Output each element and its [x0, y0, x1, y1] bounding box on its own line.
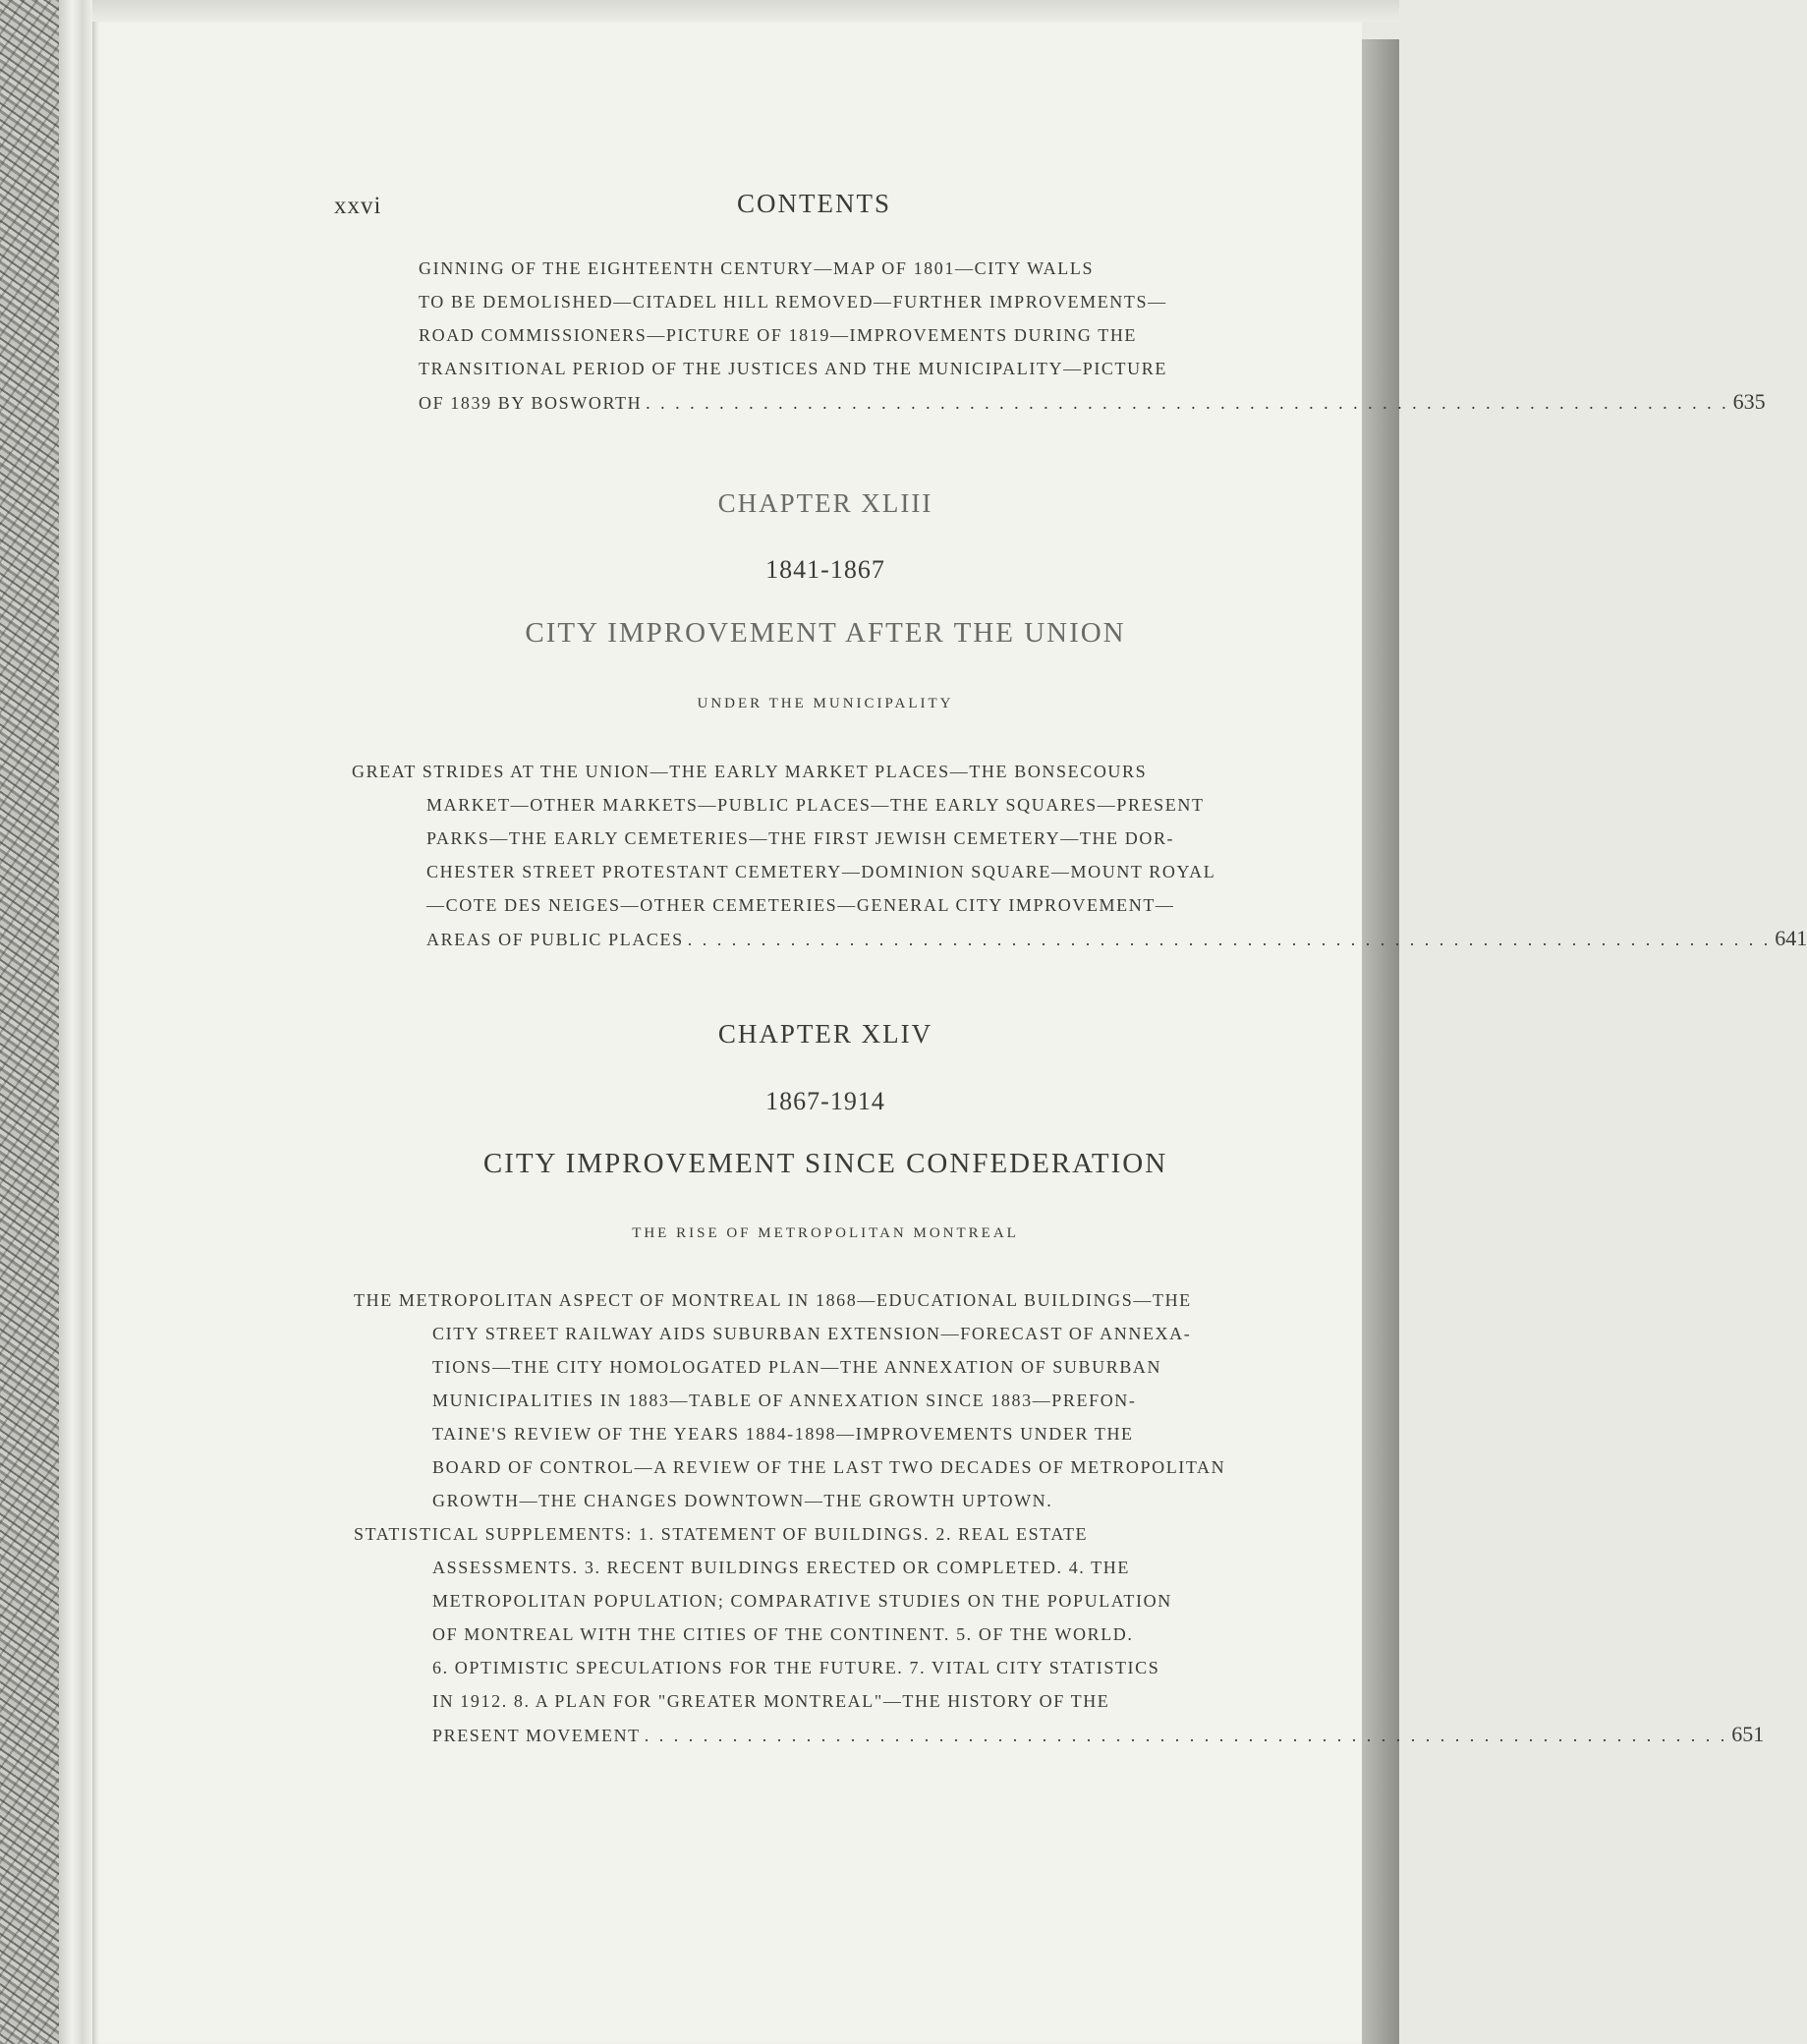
chapter-subtitle: UNDER THE MUNICIPALITY: [697, 696, 954, 711]
entry-line: GINNING OF THE EIGHTEENTH CENTURY—MAP OF 1801—CITY WALLS: [419, 258, 1095, 278]
entry-page-number: 651: [1731, 1722, 1765, 1746]
entry-page-number: 635: [1732, 389, 1766, 414]
leader-dots: . . . . . . . . . . . . . . . . . . . . . . . . . . . . . . . . . . . . . . . . . . . . . . . . . . . . . . . . . . . . . . . . . . . . . . . . . .: [644, 1726, 1728, 1745]
page-gutter-shadow: [59, 0, 92, 2044]
entry-line: MUNICIPALITIES IN 1883—TABLE OF ANNEXATION SINCE 1883—PREFON-: [432, 1391, 1137, 1410]
supplement-line: STATISTICAL SUPPLEMENTS: 1. STATEMENT OF BUILDINGS. 2. REAL ESTATE: [354, 1524, 1089, 1544]
entry-line: GROWTH—THE CHANGES DOWNTOWN—THE GROWTH UPTOWN.: [432, 1491, 1053, 1510]
entry-last-line: [352, 922, 1807, 956]
toc-entry-continuation: [419, 252, 1766, 420]
toc-entry-chapter-xliii: [352, 755, 1807, 956]
leader-dots: . . . . . . . . . . . . . . . . . . . . . . . . . . . . . . . . . . . . . . . . . . . . . . . . . . . . . . . . . . . . . . . . . . . . . . . . . .: [646, 393, 1729, 413]
entry-line: THE METROPOLITAN ASPECT OF MONTREAL IN 1868—EDUCATIONAL BUILDINGS—THE: [354, 1290, 1192, 1310]
page-number: xxvi: [334, 193, 382, 219]
supplement-line: OF MONTREAL WITH THE CITIES OF THE CONTINENT. 5. OF THE WORLD.: [432, 1624, 1134, 1644]
entry-line: TAINE'S REVIEW OF THE YEARS 1884-1898—IMPROVEMENTS UNDER THE: [432, 1424, 1134, 1444]
entry-line: —COTE DES NEIGES—OTHER CEMETERIES—GENERAL CITY IMPROVEMENT—: [426, 895, 1175, 915]
chapter-title: CITY IMPROVEMENT SINCE CONFEDERATION: [482, 1148, 1168, 1179]
chapter-subtitle: THE RISE OF METROPOLITAN MONTREAL: [632, 1225, 1019, 1241]
chapter-heading: CHAPTER XLIII: [717, 488, 933, 518]
entry-line: BOARD OF CONTROL—A REVIEW OF THE LAST TWO DECADES OF METROPOLITAN: [432, 1457, 1226, 1477]
entry-line: MARKET—OTHER MARKETS—PUBLIC PLACES—THE EARLY SQUARES—PRESENT: [426, 795, 1205, 815]
entry-page-number: 641: [1775, 926, 1807, 950]
entry-line: TIONS—THE CITY HOMOLOGATED PLAN—THE ANNEXATION OF SUBURBAN: [432, 1357, 1162, 1377]
supplement-line: PRESENT MOVEMENT: [432, 1726, 641, 1745]
entry-line: CHESTER STREET PROTESTANT CEMETERY—DOMINION SQUARE—MOUNT ROYAL: [426, 862, 1216, 881]
entry-line: GREAT STRIDES AT THE UNION—THE EARLY MARKET PLACES—THE BONSECOURS: [352, 762, 1148, 781]
entry-line: CITY STREET RAILWAY AIDS SUBURBAN EXTENSION—FORECAST OF ANNEXA-: [432, 1324, 1192, 1343]
entry-line: TRANSITIONAL PERIOD OF THE JUSTICES AND THE MUNICIPALITY—PICTURE: [419, 359, 1167, 378]
supplement-line: ASSESSMENTS. 3. RECENT BUILDINGS ERECTED OR COMPLETED. 4. THE: [432, 1558, 1130, 1577]
entry-last-line: [419, 385, 1766, 420]
scan-top-edge: [92, 0, 1399, 22]
entry-line: AREAS OF PUBLIC PLACES: [426, 930, 684, 949]
chapter-title: CITY IMPROVEMENT AFTER THE UNION: [525, 617, 1126, 649]
running-head: [334, 189, 1317, 222]
entry-line: ROAD COMMISSIONERS—PICTURE OF 1819—IMPROVEMENTS DURING THE: [419, 325, 1138, 345]
chapter-years: 1841-1867: [765, 555, 885, 584]
running-title: CONTENTS: [737, 189, 891, 218]
scan-left-edge: [0, 0, 59, 2044]
toc-entry-chapter-xliv: [354, 1283, 1765, 1752]
entry-last-line: [354, 1718, 1765, 1752]
entry-line: OF 1839 BY BOSWORTH: [419, 393, 643, 413]
entry-line: PARKS—THE EARLY CEMETERIES—THE FIRST JEWISH CEMETERY—THE DOR-: [426, 828, 1175, 848]
chapter-years: 1867-1914: [765, 1087, 885, 1115]
supplement-line: 6. OPTIMISTIC SPECULATIONS FOR THE FUTURE. 7. VITAL CITY STATISTICS: [432, 1658, 1160, 1677]
entry-line: TO BE DEMOLISHED—CITADEL HILL REMOVED—FURTHER IMPROVEMENTS—: [419, 292, 1167, 312]
supplement-line: METROPOLITAN POPULATION; COMPARATIVE STUDIES ON THE POPULATION: [432, 1591, 1172, 1611]
chapter-heading: CHAPTER XLIV: [717, 1019, 933, 1049]
supplement-line: IN 1912. 8. A PLAN FOR "GREATER MONTREAL"—THE HISTORY OF THE: [432, 1691, 1110, 1711]
leader-dots: . . . . . . . . . . . . . . . . . . . . . . . . . . . . . . . . . . . . . . . . . . . . . . . . . . . . . . . . . . . . . . . . . . . . . . . . . .: [687, 930, 1772, 949]
